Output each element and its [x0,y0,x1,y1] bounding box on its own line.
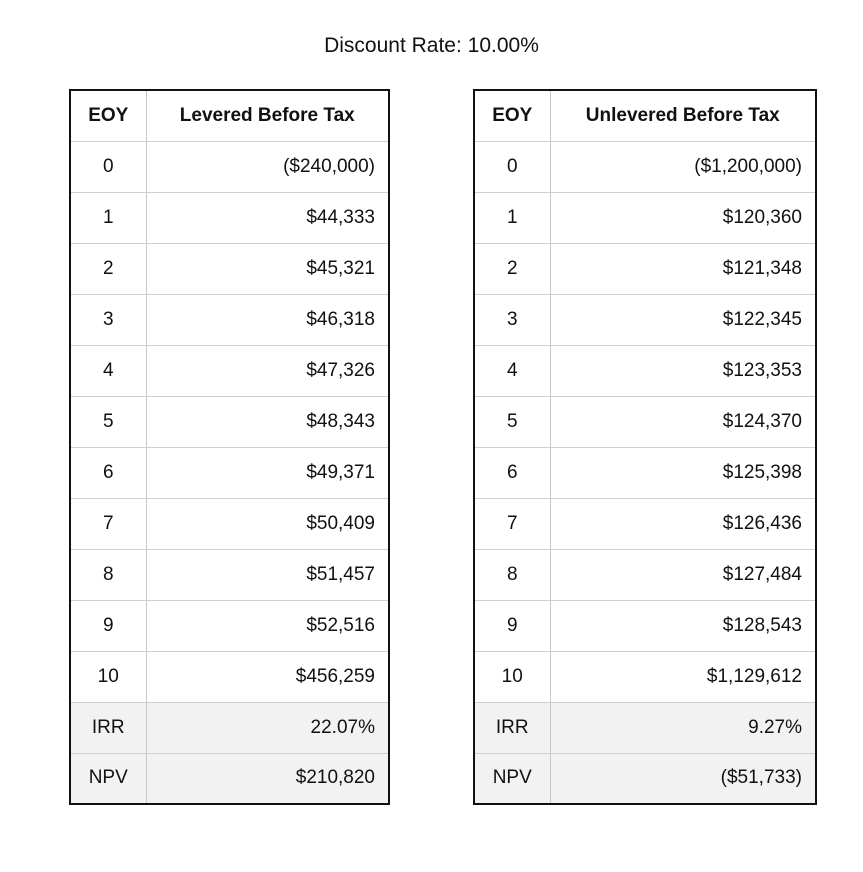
unlevered-cash-flow-table [473,89,817,805]
eoy-cell: 6 [474,447,550,498]
cash-flow-cell: $44,333 [146,192,389,243]
irr-value: 9.27% [550,702,816,753]
eoy-cell: 5 [474,396,550,447]
npv-value: $210,820 [146,753,389,804]
table-row [474,345,816,396]
eoy-cell: 7 [474,498,550,549]
eoy-header: EOY [70,90,146,141]
irr-label: IRR [70,702,146,753]
unlevered-before-tax-header: Unlevered Before Tax [550,90,816,141]
npv-label: NPV [474,753,550,804]
eoy-cell: 3 [70,294,146,345]
table-row [70,345,389,396]
eoy-cell: 1 [70,192,146,243]
eoy-cell: 5 [70,396,146,447]
eoy-cell: 9 [474,600,550,651]
cash-flow-cell: $48,343 [146,396,389,447]
table-row [474,396,816,447]
eoy-header: EOY [474,90,550,141]
table-header-row [70,90,389,141]
cash-flow-cell: $122,345 [550,294,816,345]
eoy-cell: 7 [70,498,146,549]
table-row [70,243,389,294]
table-row [474,498,816,549]
npv-value: ($51,733) [550,753,816,804]
irr-value: 22.07% [146,702,389,753]
cash-flow-cell: $45,321 [146,243,389,294]
eoy-cell: 10 [474,651,550,702]
eoy-cell: 3 [474,294,550,345]
levered-cash-flow-table [69,89,390,805]
irr-label: IRR [474,702,550,753]
npv-row [474,753,816,804]
cash-flow-cell: $127,484 [550,549,816,600]
cash-flow-cell: $46,318 [146,294,389,345]
cash-flow-cell: $128,543 [550,600,816,651]
cash-flow-cell: $121,348 [550,243,816,294]
cash-flow-cell: $49,371 [146,447,389,498]
table-header-row [474,90,816,141]
npv-label: NPV [70,753,146,804]
eoy-cell: 2 [70,243,146,294]
table-row [474,447,816,498]
eoy-cell: 2 [474,243,550,294]
cash-flow-cell: $1,129,612 [550,651,816,702]
discount-rate-title: Discount Rate: 10.00% [324,34,539,57]
table-row [70,600,389,651]
table-row [474,651,816,702]
eoy-cell: 6 [70,447,146,498]
eoy-cell: 10 [70,651,146,702]
cash-flow-cell: $120,360 [550,192,816,243]
cash-flow-cell: ($1,200,000) [550,141,816,192]
cash-flow-cell: $124,370 [550,396,816,447]
table-row [474,294,816,345]
table-row [70,447,389,498]
cash-flow-cell: $47,326 [146,345,389,396]
eoy-cell: 0 [474,141,550,192]
irr-row [474,702,816,753]
levered-before-tax-header: Levered Before Tax [146,90,389,141]
irr-row [70,702,389,753]
cash-flow-cell: $51,457 [146,549,389,600]
table-row [70,141,389,192]
eoy-cell: 4 [70,345,146,396]
cash-flow-cell: $456,259 [146,651,389,702]
eoy-cell: 9 [70,600,146,651]
eoy-cell: 1 [474,192,550,243]
cash-flow-cell: $125,398 [550,447,816,498]
npv-row [70,753,389,804]
table-row [70,651,389,702]
table-row [70,192,389,243]
cash-flow-cell: $52,516 [146,600,389,651]
eoy-cell: 0 [70,141,146,192]
table-row [474,243,816,294]
cash-flow-cell: $50,409 [146,498,389,549]
table-row [70,396,389,447]
eoy-cell: 8 [70,549,146,600]
table-row [70,294,389,345]
table-row [474,600,816,651]
table-row [70,498,389,549]
cash-flow-cell: $126,436 [550,498,816,549]
table-row [474,549,816,600]
table-row [474,192,816,243]
eoy-cell: 8 [474,549,550,600]
eoy-cell: 4 [474,345,550,396]
table-row [70,549,389,600]
table-row [474,141,816,192]
cash-flow-cell: $123,353 [550,345,816,396]
cash-flow-cell: ($240,000) [146,141,389,192]
